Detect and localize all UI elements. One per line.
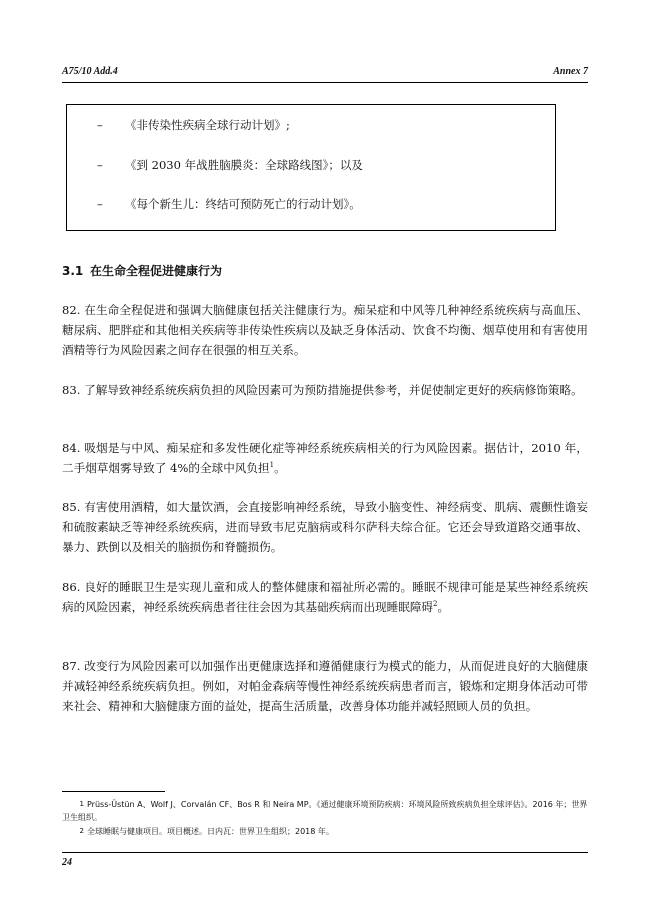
footnote-rule [62, 791, 165, 792]
dash-bullet: – [97, 197, 103, 211]
box-item-text: 《非传染性疾病全球行动计划》; [125, 118, 290, 132]
paragraph-82 [62, 300, 588, 360]
document-symbol: A75/10 Add.4 [62, 66, 118, 77]
box-list-item [97, 157, 363, 173]
paragraph-86 [62, 577, 588, 617]
paragraph-84 [62, 438, 588, 478]
section-title: 在生命全程促进健康行为 [90, 264, 223, 278]
paragraph-83 [62, 380, 588, 400]
footnote-text: 全球睡眠与健康项目。项目概述。日内瓦：世界卫生组织；2018 年。 [87, 827, 334, 836]
paragraph-87 [62, 656, 588, 716]
dash-bullet: – [97, 118, 103, 132]
box-list-item [97, 196, 361, 212]
header-rule [62, 82, 588, 83]
footnote-text: Prüss-Üstün A、Wolf J、Corvalán CF、Bos R 和 Neira MP。《通过健康环境预防疾病：环境风险所致疾病负担全球评估》。2016 年；世界卫生组织。 [62, 800, 588, 822]
annex-label: Annex 7 [553, 66, 588, 77]
paragraph-text: 82. 在生命全程促进和强调大脑健康包括关注健康行为。痴呆症和中风等几种神经系统疾病与高血压、糖尿病、肥胖症和其他相关疾病等非传染性疾病以及缺乏身体活动、饮食不均衡、烟草使用和有害使用酒精等行为风险因素之间存在很强的相互关系。 [62, 303, 588, 357]
paragraph-text-end: 。 [274, 461, 286, 475]
box-item-text: 《到 2030 年战胜脑膜炎：全球路线图》；以及 [125, 158, 363, 172]
section-number: 3.1 [62, 264, 84, 278]
footnote-ref-1[interactable]: 1 [269, 461, 275, 470]
page-number: 24 [62, 857, 72, 868]
footer-rule [62, 852, 588, 853]
paragraph-text-end: 。 [437, 600, 450, 614]
footnote-1 [62, 798, 588, 824]
dash-bullet: – [97, 158, 103, 172]
footnote-mark: 1 [79, 800, 84, 808]
box-item-text: 《每个新生儿：终结可预防死亡的行动计划》。 [125, 197, 361, 211]
footnote-ref-2[interactable]: 2 [433, 600, 438, 609]
running-header [62, 66, 588, 77]
paragraph-text: 85. 有害使用酒精，如大量饮酒，会直接影响神经系统，导致小脑变性、神经病变、肌病、震颤性谵妄和硫胺素缺乏等神经系统疾病，进而导致韦尼克脑病或科尔萨科夫综合征。它还会导致道路交通事故、暴力、跌倒以及相关的脑损伤和脊髓损伤。 [62, 500, 588, 554]
paragraph-text: 84. 吸烟是与中风、痴呆症和多发性硬化症等神经系统疾病相关的行为风险因素。据估计，2010 年，二手烟草烟雾导致了 4%的全球中风负担 [62, 441, 588, 475]
section-heading [62, 262, 222, 279]
paragraph-text: 86. 良好的睡眠卫生是实现儿童和成人的整体健康和福祉所必需的。睡眠不规律可能是某些神经系统疾病的风险因素，神经系统疾病患者往往会因为其基础疾病而出现睡眠障碍 [62, 580, 588, 614]
footnote-2 [62, 825, 588, 838]
paragraph-85 [62, 497, 588, 557]
box-list-item [97, 117, 290, 133]
paragraph-text: 83. 了解导致神经系统疾病负担的风险因素可为预防措施提供参考，并促使制定更好的疾病修饰策略。 [62, 383, 583, 397]
footnote-mark: 2 [79, 827, 84, 835]
boxed-list [66, 104, 556, 231]
paragraph-text: 87. 改变行为风险因素可以加强作出更健康选择和遵循健康行为模式的能力，从而促进良好的大脑健康并减轻神经系统疾病负担。例如，对帕金森病等慢性神经系统疾病患者而言，锻炼和定期身体活动可带来社会、精神和大脑健康方面的益处，提高生活质量，改善身体功能并减轻照顾人员的负担。 [62, 659, 588, 713]
